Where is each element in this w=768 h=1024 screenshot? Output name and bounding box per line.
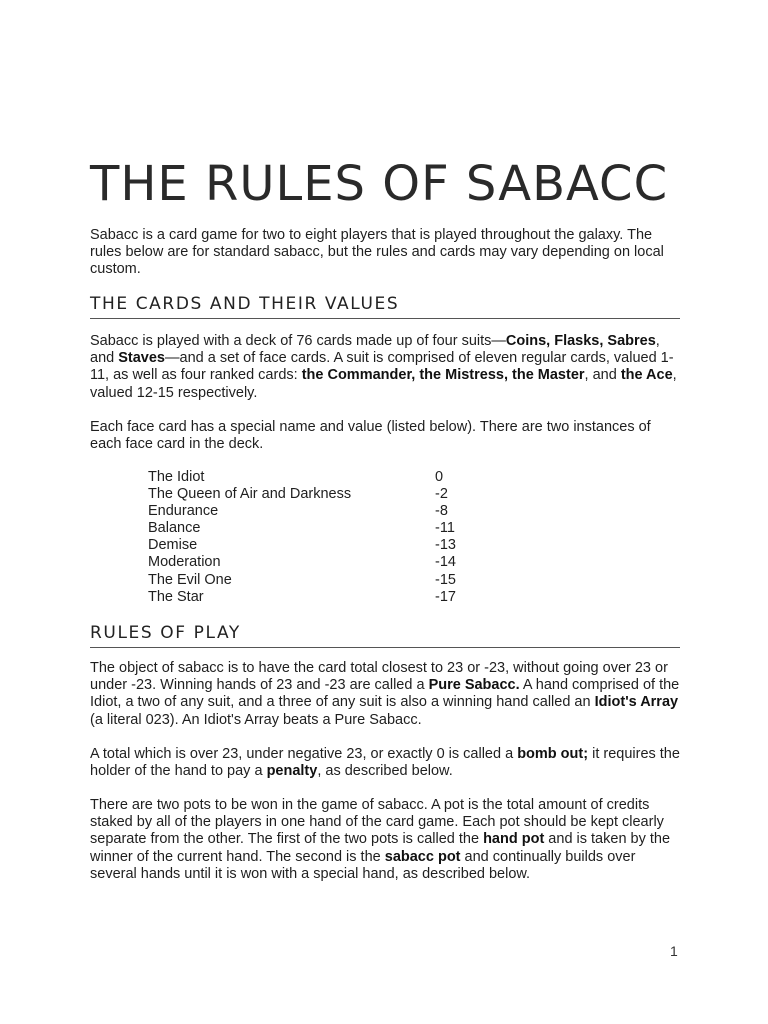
- face-card-row: [148, 589, 456, 606]
- face-card-name: Balance: [148, 520, 201, 537]
- bold-penalty: penalty: [266, 763, 318, 780]
- play-paragraph-object: The object of sabacc is to have the card total closest to 23 or -23, without going over 23 or under -23. Winning hands of 23 and -23 are called a Pure Sabacc. A hand comprised of the Idiot, a two of any suit, and a three of any suit is also a winning hand called an Idiot's Array (a literal 023). An Idiot's Array beats a Pure Sabacc.: [90, 660, 680, 728]
- face-card-row: [148, 503, 456, 520]
- face-card-value: -11: [435, 520, 455, 537]
- face-card-value: -14: [435, 554, 456, 571]
- play-paragraph-bomb-out: A total which is over 23, under negative 23, or exactly 0 is called a bomb out; it requires the holder of the hand to pay a penalty, as described below.: [90, 746, 680, 780]
- face-card-row: [148, 469, 456, 486]
- face-card-row: [148, 537, 456, 554]
- document-page: [90, 0, 680, 1024]
- page-number: 1: [670, 943, 678, 959]
- cards-paragraph-suits: Sabacc is played with a deck of 76 cards made up of four suits—Coins, Flasks, Sabres, and Staves—and a set of face cards. A suit is comprised of eleven regular cards, valued 1-11, as well as four ranked cards: the Commander, the Mistress, the Master, and the Ace, valued 12-15 respectively.: [90, 333, 677, 401]
- bold-suits: Coins, Flasks, Sabres: [505, 333, 656, 349]
- section-heading-cards: THE CARDS AND THEIR VALUES: [90, 293, 680, 319]
- face-card-name: The Evil One: [148, 571, 232, 588]
- face-card-name: The Queen of Air and Darkness: [148, 486, 352, 503]
- bold-pure-sabacc: Pure Sabacc.: [428, 677, 520, 694]
- face-card-value: -17: [435, 588, 456, 605]
- face-card-value: -15: [435, 571, 456, 588]
- face-card-row: [148, 572, 456, 589]
- face-card-row: [148, 520, 456, 537]
- face-card-name: Moderation: [148, 554, 221, 571]
- face-card-value: -13: [435, 537, 456, 554]
- bold-staves: Staves: [118, 350, 165, 367]
- bold-bomb-out: bomb out;: [517, 746, 589, 762]
- face-card-value: -2: [435, 486, 448, 503]
- face-card-value: -8: [435, 503, 448, 520]
- bold-ace: the Ace: [620, 367, 673, 384]
- face-card-row: [148, 486, 456, 503]
- face-card-value: 0: [435, 469, 444, 485]
- bold-hand-pot: hand pot: [483, 831, 545, 848]
- page-title: THE RULES OF SABACC: [90, 156, 669, 212]
- intro-paragraph: Sabacc is a card game for two to eight players that is played throughout the galaxy. The rules below are for standard sabacc, but the rules and cards may vary depending on local custom.: [90, 227, 664, 278]
- face-card-name: The Idiot: [148, 469, 205, 485]
- face-card-name: The Star: [148, 588, 204, 605]
- bold-idiots-array: Idiot's Array: [594, 694, 679, 711]
- bold-sabacc-pot: sabacc pot: [384, 848, 461, 865]
- section-heading-play: RULES OF PLAY: [90, 622, 680, 648]
- play-paragraph-pots: There are two pots to be won in the game of sabacc. A pot is the total amount of credits staked by all of the players in one hand of the card game. Each pot should be kept clearly separate from the other. The first of the two pots is called the hand pot and is taken by the winner of the current hand. The second is the sabacc pot and continually builds over several hands until it is won with a special hand, as described below.: [90, 797, 671, 882]
- face-card-table: [148, 469, 456, 606]
- face-card-name: Endurance: [148, 503, 219, 520]
- cards-paragraph-face: Each face card has a special name and value (listed below). There are two instances of each face card in the deck.: [90, 419, 651, 453]
- face-card-name: Demise: [148, 537, 198, 554]
- bold-ranked-cards: the Commander, the Mistress, the Master: [301, 367, 585, 384]
- face-card-row: [148, 554, 456, 571]
